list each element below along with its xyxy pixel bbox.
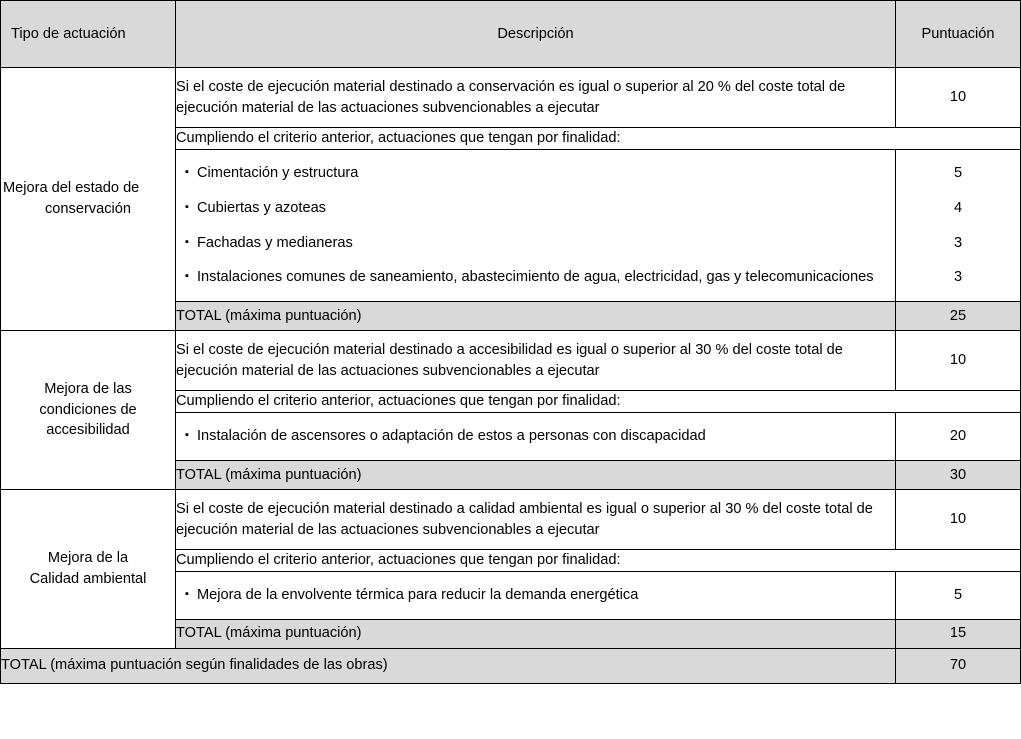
list-item-score: 20 — [949, 428, 967, 445]
bullet-list — [176, 572, 895, 619]
condition-text-conservacion: Cumpliendo el criterio anterior, actuaciones que tengan por finalidad: — [176, 128, 1021, 150]
header-row — [1, 1, 1021, 68]
condition-text-accesibilidad: Cumpliendo el criterio anterior, actuaciones que tengan por finalidad: — [176, 391, 1021, 413]
section-type-line: Mejora del estado de — [3, 180, 140, 197]
bullet-list — [176, 150, 895, 301]
bullet-icon: ▪ — [185, 588, 189, 601]
section-type-line: conservación — [45, 201, 131, 218]
section-type-line: condiciones de — [39, 401, 137, 418]
section-type-calidad-ambiental — [1, 489, 176, 648]
grand-total-score: 70 — [896, 648, 1021, 683]
section-total-label-accesibilidad: TOTAL (máxima puntuación) — [176, 460, 896, 489]
list-item-label: Cubiertas y azoteas — [197, 199, 326, 216]
section-type-line: accesibilidad — [46, 422, 130, 439]
section-type-conservacion — [1, 68, 176, 331]
list-item-score: 3 — [953, 234, 963, 251]
section-type-line: Mejora de la — [47, 550, 129, 567]
table-header — [1, 1, 1021, 68]
condition-text-calidad-ambiental: Cumpliendo el criterio anterior, actuaciones que tengan por finalidad: — [176, 550, 1021, 572]
section-total-score-accesibilidad: 30 — [896, 460, 1021, 489]
threshold-score-calidad-ambiental: 10 — [896, 489, 1021, 549]
items-list-accesibilidad — [176, 413, 896, 461]
section-total-label-calidad-ambiental: TOTAL (máxima puntuación) — [176, 619, 896, 648]
items-list-calidad-ambiental — [176, 572, 896, 620]
list-item — [185, 191, 885, 226]
list-item-score: 5 — [953, 587, 963, 604]
threshold-score-conservacion: 10 — [896, 68, 1021, 128]
score-stack — [896, 572, 1020, 619]
section-total-score-calidad-ambiental: 15 — [896, 619, 1021, 648]
threshold-score-accesibilidad: 10 — [896, 331, 1021, 391]
threshold-description-conservacion: Si el coste de ejecución material destinado a conservación es igual o superior al 20 % del coste total de ejecución material de las actuaciones subvencionables a ejecutar — [176, 68, 896, 128]
list-item-label: Instalación de ascensores o adaptación de estos a personas con discapacidad — [197, 428, 706, 445]
list-item-label: Mejora de la envolvente térmica para reducir la demanda energética — [197, 587, 639, 604]
section-type-line: Mejora de las — [44, 380, 132, 397]
items-scores-calidad-ambiental — [896, 572, 1021, 620]
bullet-icon: ▪ — [185, 166, 189, 179]
list-item-label: Cimentación y estructura — [197, 165, 359, 182]
items-scores-conservacion — [896, 150, 1021, 302]
threshold-description-accesibilidad: Si el coste de ejecución material destinado a accesibilidad es igual o superior al 30 % del coste total de ejecución material de las actuaciones subvencionables a ejecutar — [176, 331, 896, 391]
table-row — [1, 489, 1021, 549]
score-stack — [896, 413, 1020, 460]
column-header-tipo: Tipo de actuación — [1, 1, 176, 68]
bullet-icon: ▪ — [185, 200, 189, 213]
grand-total-label: TOTAL (máxima puntuación según finalidades de las obras) — [1, 648, 896, 683]
list-item-label: Fachadas y medianeras — [197, 234, 353, 251]
list-item-score: 3 — [953, 269, 963, 286]
column-header-puntuacion: Puntuación — [896, 1, 1021, 68]
list-item-label: Instalaciones comunes de saneamiento, abastecimiento de agua, electricidad, gas y telecomunicaciones — [197, 269, 874, 286]
list-item — [185, 226, 885, 261]
section-type-line: Calidad ambiental — [29, 570, 147, 587]
table-row-grand-total — [1, 648, 1021, 683]
section-total-label-conservacion: TOTAL (máxima puntuación) — [176, 302, 896, 331]
list-item-score: 5 — [953, 165, 963, 182]
column-header-descripcion: Descripción — [176, 1, 896, 68]
table-body — [1, 68, 1021, 684]
table-row — [1, 331, 1021, 391]
bullet-icon: ▪ — [185, 429, 189, 442]
bullet-icon: ▪ — [185, 235, 189, 248]
list-item-score: 4 — [953, 199, 963, 216]
score-stack — [896, 150, 1020, 301]
list-item — [185, 156, 885, 191]
section-type-accesibilidad — [1, 331, 176, 490]
list-item — [185, 578, 885, 613]
list-item — [185, 419, 885, 454]
table-row — [1, 68, 1021, 128]
threshold-description-calidad-ambiental: Si el coste de ejecución material destinado a calidad ambiental es igual o superior al 30 % del coste total de ejecución material de las actuaciones subvencionables a ejecutar — [176, 489, 896, 549]
bullet-list — [176, 413, 895, 460]
bullet-icon: ▪ — [185, 270, 189, 283]
section-total-score-conservacion: 25 — [896, 302, 1021, 331]
list-item — [185, 260, 885, 295]
items-scores-accesibilidad — [896, 413, 1021, 461]
items-list-conservacion — [176, 150, 896, 302]
